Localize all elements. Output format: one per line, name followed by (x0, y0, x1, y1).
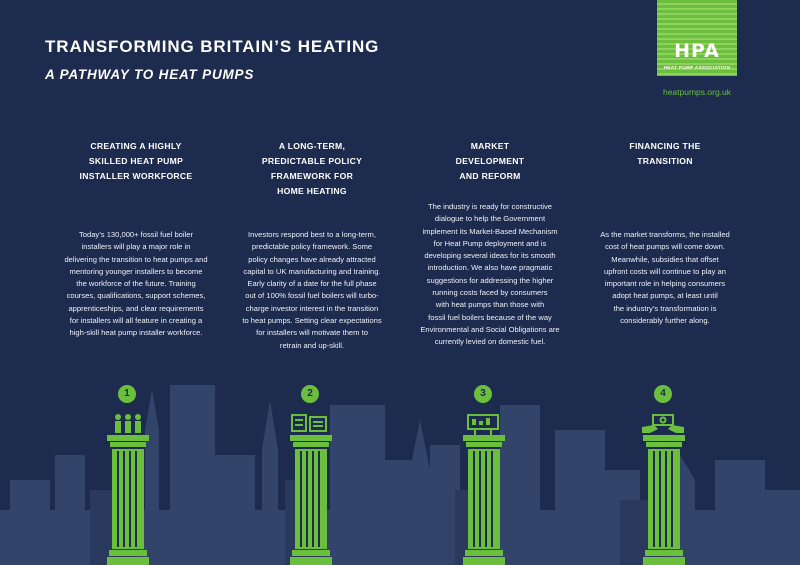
column-heading: A LONG-TERM, PREDICTABLE POLICY FRAMEWORK FOR HOME HEATING (261, 141, 363, 196)
logo-tagline: HEAT PUMP ASSOCIATION (663, 65, 731, 70)
money-hands-icon (640, 413, 686, 435)
documents-icon (290, 413, 330, 433)
market-board-icon (466, 413, 500, 435)
pillar-1 (102, 385, 162, 565)
column-workforce (40, 139, 232, 340)
pillar-column (643, 435, 685, 565)
pillar-4 (638, 385, 698, 565)
step-number-badge: 2 (301, 385, 319, 403)
pillar-column (290, 435, 332, 565)
step-number-badge: 4 (654, 385, 672, 403)
column-body: As the market transforms, the installed cost of heat pumps will come down. Meanwhile, subsidies that offset upfront costs will continue to play an important role in helping consumers adopt heat pumps, at least until the industry’s transformation is considerably further along. (600, 230, 730, 326)
column-policy (216, 139, 408, 352)
pillar-column (463, 435, 505, 565)
column-financing (569, 139, 761, 327)
logo-letters: HPA (674, 40, 720, 62)
column-body: Investors respond best to a long-term, predictable policy framework. Some policy changes have already attracted capital to UK manufacturing and training. Early clarity of a date for the full phase out of 100% fossil fuel boilers will turbo- charge investor interest in the transition to heat pumps. Setting clear expectations for installers will motivate them to retrain and up-skill. (242, 230, 382, 350)
column-market (394, 139, 586, 349)
hpa-logo (657, 0, 737, 76)
pillar-2 (285, 385, 345, 565)
step-number-badge: 3 (474, 385, 492, 403)
column-body: Today’s 130,000+ fossil fuel boiler installers will play a major role in delivering the transition to heat pumps and mentoring younger installers to become the workforce of the future. Training courses, qualifications, support schemes, apprenticeships, and clear requirements for installers will all feature in creating a high-skill heat pump installer workforce. (64, 230, 208, 338)
website-url[interactable]: heatpumps.org.uk (662, 87, 732, 97)
page-subtitle: A PATHWAY TO HEAT PUMPS (45, 67, 255, 82)
pillar-column (107, 435, 149, 565)
column-heading: CREATING A HIGHLY SKILLED HEAT PUMP INSTALLER WORKFORCE (79, 141, 193, 181)
column-body: The industry is ready for constructive dialogue to help the Government implement its Market-Based Mechanism for Heat Pump deployment and is developing several ideas for its smooth introduction. We also have pragmatic suggestions for addressing the higher running costs faced by consumers with heat pumps than those with fossil fuel boilers because of the way Environmental and Social Obligations are currently levied on domestic fuel. (420, 202, 560, 347)
workers-icon (112, 413, 144, 433)
column-heading: FINANCING THE TRANSITION (629, 141, 701, 166)
step-number-badge: 1 (118, 385, 136, 403)
page-title: TRANSFORMING BRITAIN’S HEATING (45, 37, 380, 56)
column-heading: MARKET DEVELOPMENT AND REFORM (455, 141, 525, 181)
pillar-3 (458, 385, 518, 565)
